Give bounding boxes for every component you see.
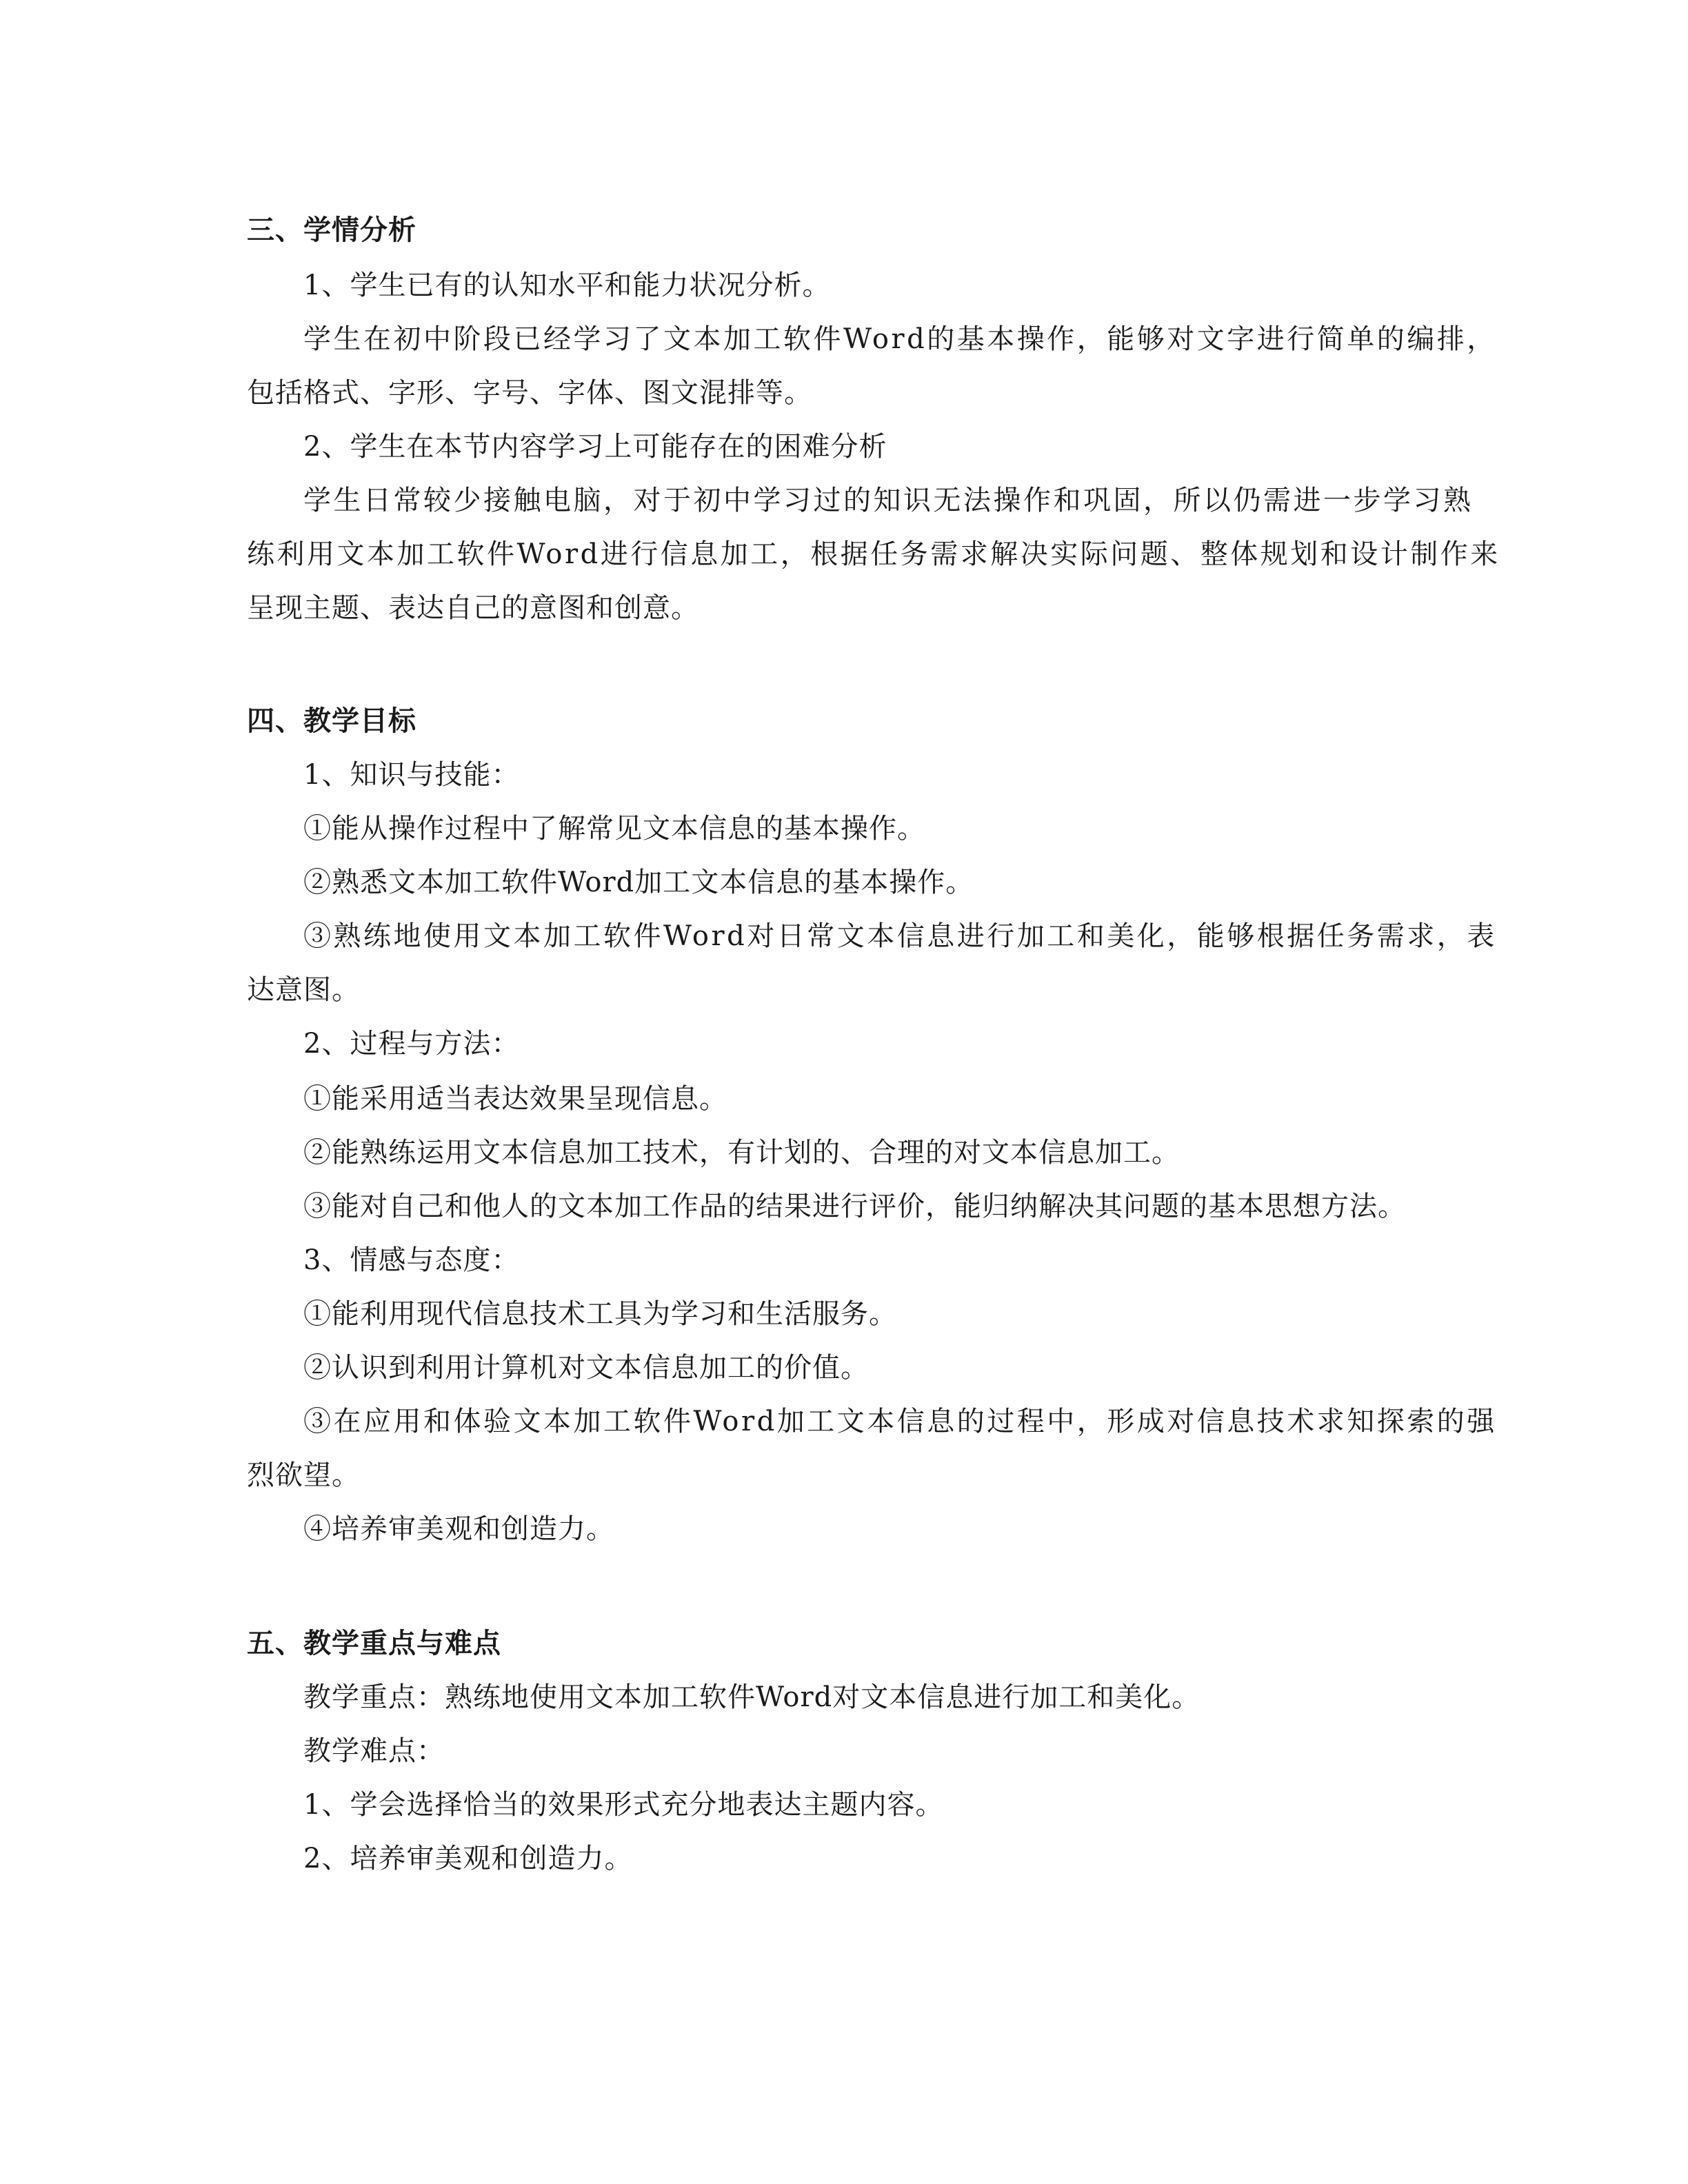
paragraph-line: 学生在初中阶段已经学习了文本加工软件Word的基本操作，能够对文字进行简单的编排， xyxy=(303,323,1497,355)
section-heading-teaching-goals: 四、教学目标 xyxy=(247,705,416,737)
section-heading-learner-analysis: 三、学情分析 xyxy=(247,214,416,246)
paragraph-line: 学生日常较少接触电脑，对于初中学习过的知识无法操作和巩固，所以仍需进一步学习熟 xyxy=(303,485,1474,516)
paragraph-line: ③在应用和体验文本加工软件Word加工文本信息的过程中，形成对信息技术求知探索的强 xyxy=(303,1406,1497,1437)
section-heading-key-points: 五、教学重点与难点 xyxy=(247,1628,501,1659)
paragraph-line: ①能利用现代信息技术工具为学习和生活服务。 xyxy=(303,1298,897,1330)
paragraph-line: 2、过程与方法： xyxy=(303,1028,520,1060)
paragraph-line: ④培养审美观和创造力。 xyxy=(303,1513,614,1545)
paragraph-line: 1、学生已有的认知水平和能力状况分析。 xyxy=(303,270,831,301)
paragraph-line: ③能对自己和他人的文本加工作品的结果进行评价，能归纳解决其问题的基本思想方法。 xyxy=(303,1191,1406,1222)
paragraph-line: ②能熟练运用文本信息加工技术，有计划的、合理的对文本信息加工。 xyxy=(303,1137,1180,1169)
paragraph-line: 烈欲望。 xyxy=(247,1459,360,1491)
paragraph-line: 2、培养审美观和创造力。 xyxy=(303,1843,633,1874)
paragraph-line: 教学难点： xyxy=(303,1735,445,1767)
paragraph-line: 达意图。 xyxy=(247,974,360,1006)
paragraph-line: 3、情感与态度： xyxy=(303,1244,520,1276)
paragraph-line: ①能从操作过程中了解常见文本信息的基本操作。 xyxy=(303,813,925,845)
paragraph-line: 教学重点：熟练地使用文本加工软件Word对文本信息进行加工和美化。 xyxy=(303,1681,1200,1713)
paragraph-line: 呈现主题、表达自己的意图和创意。 xyxy=(247,592,699,624)
paragraph-line: ③熟练地使用文本加工软件Word对日常文本信息进行加工和美化，能够根据任务需求，表 xyxy=(303,920,1497,952)
paragraph-line: ②认识到利用计算机对文本信息加工的价值。 xyxy=(303,1352,869,1384)
paragraph-line: 1、知识与技能： xyxy=(303,759,520,791)
paragraph-line: 2、学生在本节内容学习上可能存在的困难分析 xyxy=(303,431,887,463)
paragraph-line: ①能采用适当表达效果呈现信息。 xyxy=(303,1083,727,1115)
paragraph-line: 练利用文本加工软件Word进行信息加工，根据任务需求解决实际问题、整体规划和设计制作来 xyxy=(247,538,1500,570)
paragraph-line: 1、学会选择恰当的效果形式充分地表达主题内容。 xyxy=(303,1789,944,1821)
paragraph-line: 包括格式、字形、字号、字体、图文混排等。 xyxy=(247,377,812,409)
paragraph-line: ②熟悉文本加工软件Word加工文本信息的基本操作。 xyxy=(303,867,974,898)
